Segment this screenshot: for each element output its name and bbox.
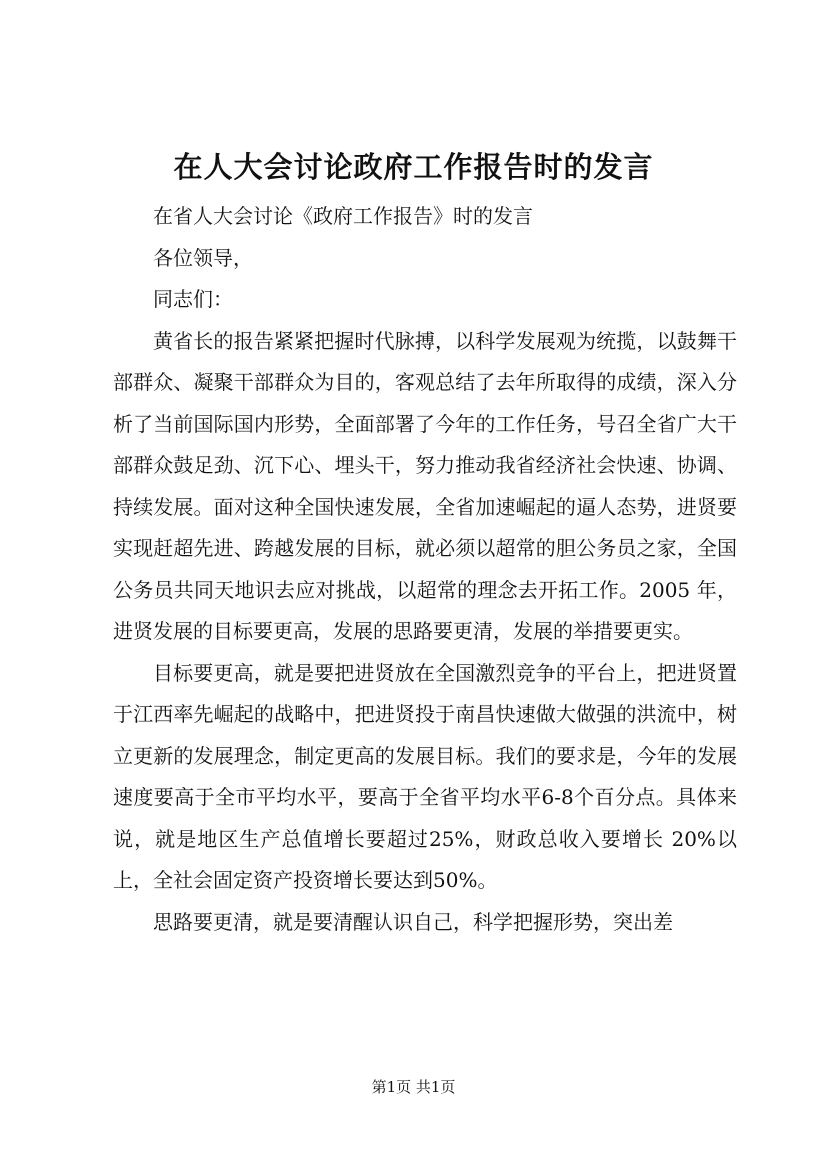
body-paragraph: 思路要更清，就是要清醒认识自己，科学把握形势，突出差 — [153, 909, 673, 934]
salutation-paragraph: 同志们： — [153, 287, 233, 311]
body-paragraph: 黄省长的报告紧紧把握时代脉搏，以科学发展观为统揽，以鼓舞干部群众、凝聚干部群众为目的，客观总结了去年所取得的成绩，深入分析了当前国际国内形势，全面部署了今年的工作任务，号召全省广大干部群众鼓足劲、沉下心、埋头干，努力推动我省经济社会快速、协调、持续发展。面对这种全国快速发展，全省加速崛起的逼人态势，进贤要实现赶超先进、跨越发展的目标，就必须以超常的胆公务员之家，全国公务员共同天地识去应对挑战，以超常的理念去开拓工作。2005 年，进贤发展的目标要更高，发展的思路要更清，发展的举措要更实。 — [113, 328, 737, 643]
document-title: 在人大会讨论政府工作报告时的发言 — [173, 150, 654, 184]
salutation-paragraph: 各位领导， — [153, 245, 253, 270]
document-body — [113, 196, 737, 943]
body-paragraph: 目标要更高，就是要把进贤放在全国激烈竞争的平台上，把进贤置于江西率先崛起的战略中，把进贤投于南昌快速做大做强的洪流中，树立更新的发展理念，制定更高的发展目标。我们的要求是，今年的发展速度要高于全市平均水平，要高于全省平均水平6-8个百分点。具体来说，就是地区生产总值增长要超过25%，财政总收入要增长 20%以上，全社会固定资产投资增长要达到50%。 — [113, 660, 737, 892]
subtitle-paragraph: 在省人大会讨论《政府工作报告》时的发言 — [153, 204, 533, 228]
page-number-footer: 第1页 共1页 — [371, 1078, 456, 1096]
